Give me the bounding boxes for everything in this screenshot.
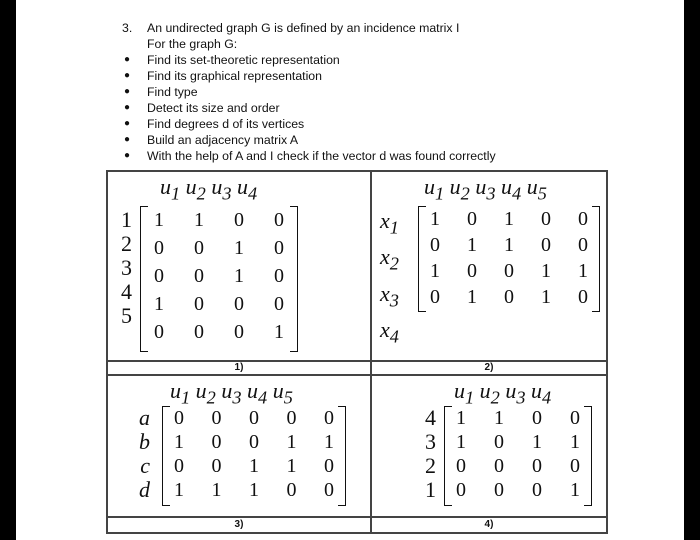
task-bullet [122, 116, 602, 132]
column-header: $u_2$ [449, 174, 470, 204]
matrix-row [425, 284, 593, 310]
matrix-entry: 0 [494, 455, 504, 477]
task-number: 3. [122, 21, 133, 35]
variant-cell-4 [371, 375, 607, 517]
column-header: $u_3$ [475, 174, 496, 204]
matrix-entry: 0 [324, 407, 334, 429]
row-label: 2 [425, 453, 436, 478]
column-header: $u_4$ [247, 378, 268, 408]
matrix-entry: 1 [504, 208, 514, 230]
row-label: 5 [121, 303, 132, 328]
bullet-text: Find type [147, 85, 198, 99]
column-header: $u_4$ [237, 174, 258, 204]
matrix-entry: 1 [286, 455, 297, 477]
matrix-entry: 0 [324, 479, 334, 501]
column-header: $u_2$ [185, 174, 206, 204]
column-header: $u_1$ [170, 378, 191, 408]
right-screen-border [684, 0, 700, 540]
matrix-entry: 0 [194, 293, 204, 315]
task-bullet [122, 52, 602, 68]
column-header: $u_2$ [479, 378, 500, 408]
matrix-entry: 1 [578, 260, 588, 282]
bullet-text: Find its graphical representation [147, 69, 322, 83]
matrix-row [169, 454, 339, 478]
column-header: $u_1$ [160, 174, 181, 204]
row-label: 3 [121, 255, 132, 280]
matrix-row [149, 262, 289, 290]
matrix-entry: 0 [467, 260, 477, 282]
matrix-entry: 0 [532, 479, 542, 501]
matrix-entry: 1 [467, 234, 477, 256]
row-labels [418, 406, 436, 502]
matrix [140, 206, 298, 352]
matrix-entry: 0 [504, 260, 514, 282]
bullet-text: Find its set-theoretic representation [147, 53, 340, 67]
task-bullet [122, 84, 602, 100]
column-headers [160, 174, 257, 204]
matrix-entry: 1 [249, 479, 259, 501]
matrix-row [169, 430, 339, 454]
variant-caption: 2) [484, 362, 494, 373]
row-labels [380, 206, 406, 352]
matrix-row [149, 290, 289, 318]
row-label: c [140, 453, 150, 478]
matrix-entry: 0 [154, 237, 164, 259]
matrix-entry: 0 [194, 321, 204, 343]
matrix-entry: 0 [249, 407, 259, 429]
matrix-entry: 1 [154, 293, 164, 315]
matrix-entry: 1 [249, 455, 259, 477]
task-bullet [122, 148, 602, 164]
row-labels [130, 406, 150, 502]
caption-cell-3 [107, 517, 371, 533]
caption-cell-2 [371, 361, 607, 375]
matrix-entry: 0 [467, 208, 477, 230]
matrix [162, 406, 346, 506]
matrix-entry: 1 [541, 260, 551, 282]
bullet-icon: ● [124, 102, 131, 113]
matrix-entry: 0 [430, 286, 440, 308]
matrix-entry: 0 [570, 407, 580, 429]
row-label: d [139, 477, 150, 502]
matrix-row [149, 234, 289, 262]
matrix-entry: 0 [154, 265, 164, 287]
matrix-entry: 0 [532, 455, 542, 477]
matrix-entry: 0 [234, 209, 244, 231]
left-screen-border [0, 0, 16, 540]
matrix-entry: 1 [570, 479, 580, 501]
variant-cell-2 [371, 171, 607, 361]
matrix-entry: 0 [578, 234, 588, 256]
row-label: $x_3$ [380, 280, 399, 311]
column-header: $u_3$ [505, 378, 526, 408]
caption-cell-4 [371, 517, 607, 533]
matrix-entry: 0 [286, 479, 297, 501]
matrix-entry: 0 [211, 407, 222, 429]
column-header: $u_5$ [526, 174, 547, 204]
matrix-entry: 1 [154, 209, 164, 231]
matrix-entry: 1 [570, 431, 580, 453]
column-header: $u_3$ [221, 378, 242, 408]
column-headers [170, 378, 293, 408]
row-label: 2 [121, 231, 132, 256]
matrix-entry: 0 [211, 455, 222, 477]
matrix-entry: 0 [249, 431, 259, 453]
column-header: $u_4$ [501, 174, 522, 204]
matrix-row [425, 206, 593, 232]
matrix-row [169, 478, 339, 502]
bullet-icon: ● [124, 54, 131, 65]
column-header: $u_5$ [272, 378, 293, 408]
matrix-row [425, 258, 593, 284]
bullet-icon: ● [124, 134, 131, 145]
matrix-row [451, 406, 585, 430]
task-block [122, 20, 602, 164]
matrix-entry: 0 [456, 455, 466, 477]
matrix-entry: 1 [504, 234, 514, 256]
bullet-icon: ● [124, 70, 131, 81]
matrix-entry: 0 [234, 321, 244, 343]
matrix-entry: 0 [324, 455, 334, 477]
row-label: 1 [121, 207, 132, 232]
row-label: $x_1$ [380, 208, 399, 238]
matrix-entry: 0 [494, 431, 504, 453]
bullet-text: Find degrees d of its vertices [147, 117, 305, 131]
matrix-entry: 0 [234, 293, 244, 315]
matrix-entry: 0 [274, 265, 284, 287]
bullet-icon: ● [124, 150, 131, 161]
matrix-entry: 1 [174, 479, 184, 501]
row-label: 4 [121, 279, 132, 304]
row-label: $x_4$ [380, 317, 399, 347]
matrix [444, 406, 592, 506]
column-header: $u_2$ [195, 378, 216, 408]
matrix-entry: 0 [541, 234, 551, 256]
matrix-entry: 1 [456, 407, 466, 429]
matrix-entry: 0 [494, 479, 504, 501]
matrix-entry: 1 [286, 431, 297, 453]
matrix-row [149, 206, 289, 234]
variant-cell-3 [107, 375, 371, 517]
bullet-text: Detect its size and order [147, 101, 280, 115]
matrix-entry: 0 [154, 321, 164, 343]
matrix-row [169, 406, 339, 430]
task-bullet [122, 68, 602, 84]
matrix-entry: 1 [234, 265, 244, 287]
task-heading [122, 20, 602, 36]
matrix-entry: 0 [211, 431, 222, 453]
matrix-entry: 1 [234, 237, 244, 259]
column-header: $u_1$ [424, 174, 445, 204]
matrix-entry: 1 [430, 260, 440, 282]
matrix-entry: 0 [274, 237, 284, 259]
bullet-icon: ● [124, 118, 131, 129]
matrix-entry: 0 [174, 455, 184, 477]
matrix-row [149, 318, 289, 346]
matrix-entry: 0 [504, 286, 514, 308]
matrix-entry: 0 [430, 234, 440, 256]
matrix-entry: 0 [194, 265, 204, 287]
matrix-entry: 1 [430, 208, 440, 230]
row-label: 3 [425, 429, 436, 454]
row-label: a [139, 405, 150, 430]
matrix-entry: 1 [494, 407, 504, 429]
variants-table [106, 170, 608, 534]
row-label: 1 [425, 477, 436, 502]
matrix-entry: 1 [456, 431, 466, 453]
column-headers [424, 174, 547, 204]
matrix-entry: 0 [578, 286, 588, 308]
bullet-text: With the help of A and I check if the vector d was found correctly [147, 149, 496, 163]
bullet-text: Build an adjacency matrix A [147, 133, 299, 147]
matrix-entry: 0 [286, 407, 297, 429]
bullet-icon: ● [124, 86, 131, 97]
column-header: $u_3$ [211, 174, 232, 204]
matrix-entry: 0 [194, 237, 204, 259]
variant-caption: 1) [234, 362, 244, 373]
matrix-row [425, 232, 593, 258]
row-label: $x_2$ [380, 244, 399, 274]
task-bullet [122, 132, 602, 148]
matrix-row [451, 478, 585, 502]
matrix-entry: 1 [532, 431, 542, 453]
matrix-entry: 0 [456, 479, 466, 501]
task-subtitle: For the graph G: [147, 37, 238, 51]
matrix-entry: 0 [174, 407, 184, 429]
column-header: $u_4$ [531, 378, 552, 408]
variant-cell-1 [107, 171, 371, 361]
column-headers [454, 378, 551, 408]
matrix-entry: 1 [194, 209, 204, 231]
column-header: $u_1$ [454, 378, 475, 408]
row-labels [114, 208, 132, 328]
task-bullet-list [122, 52, 602, 164]
variant-caption: 3) [234, 519, 244, 530]
matrix-entry: 0 [274, 293, 284, 315]
matrix-entry: 0 [541, 208, 551, 230]
matrix-entry: 1 [467, 286, 477, 308]
matrix-entry: 1 [541, 286, 551, 308]
matrix-entry: 1 [174, 431, 184, 453]
matrix-row [451, 430, 585, 454]
matrix-entry: 1 [324, 431, 334, 453]
matrix-entry: 1 [211, 479, 222, 501]
matrix-entry: 0 [532, 407, 542, 429]
task-bullet [122, 100, 602, 116]
matrix-entry: 0 [578, 208, 588, 230]
row-label: b [139, 429, 150, 454]
row-label: 4 [425, 405, 436, 430]
matrix-entry: 1 [274, 321, 284, 343]
task-title: An undirected graph G is defined by an incidence matrix I [147, 21, 460, 35]
matrix [418, 206, 600, 312]
matrix-entry: 0 [570, 455, 580, 477]
matrix-row [451, 454, 585, 478]
variant-caption: 4) [484, 519, 494, 530]
caption-cell-1 [107, 361, 371, 375]
matrix-entry: 0 [274, 209, 284, 231]
